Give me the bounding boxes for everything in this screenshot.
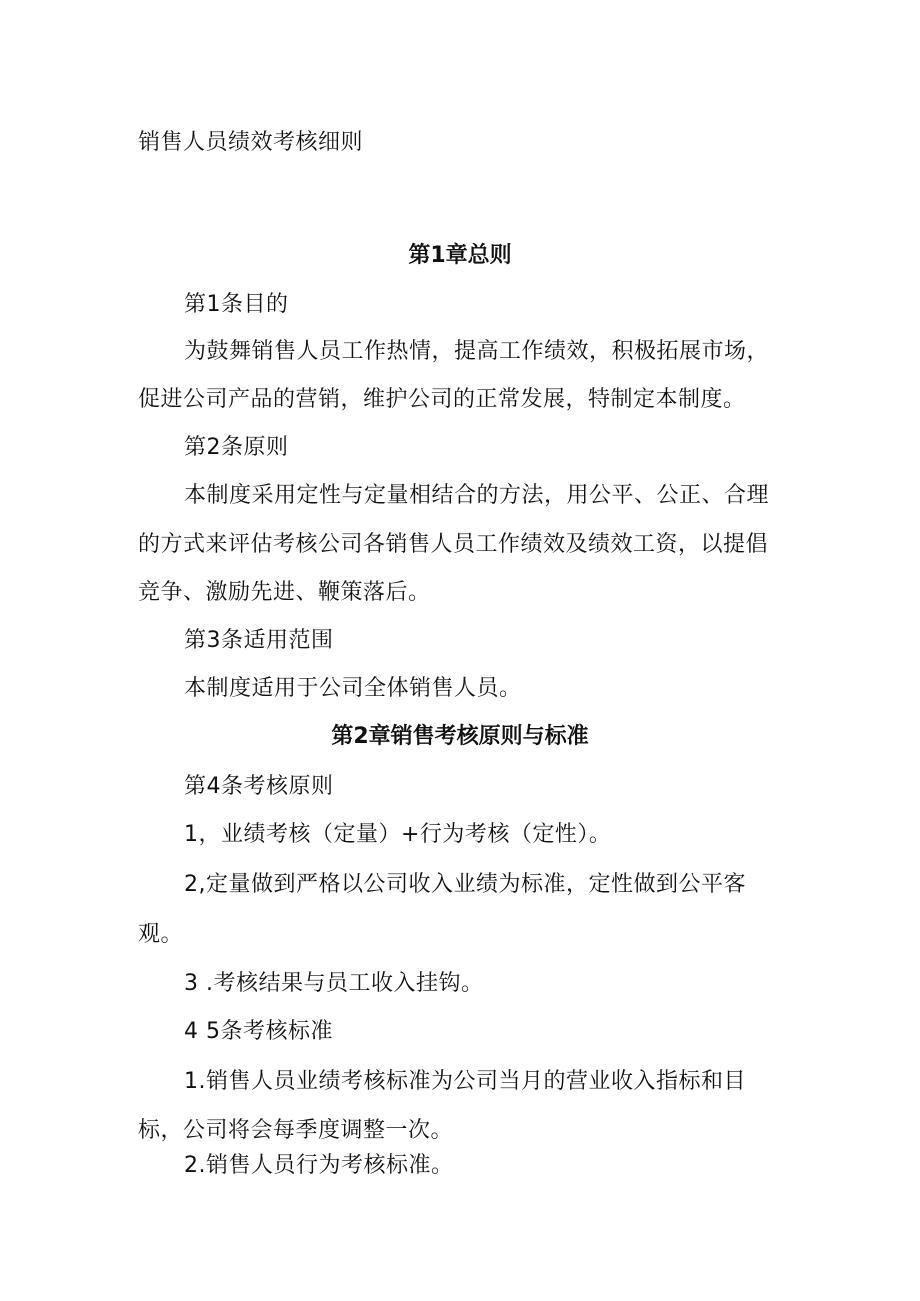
article-1-text-line: 为鼓舞销售人员工作热情，提高工作绩效，积极拓展市场， [184,339,770,364]
article-5-item: 1.销售人员业绩考核标准为公司当月的营业收入指标和目 [184,1069,746,1094]
article-2-text-line: 本制度采用定性与定量相结合的方法，用公平、公正、合理 [184,483,770,508]
article-1-text-line: 促进公司产品的营销，维护公司的正常发展，特制定本制度。 [138,387,746,412]
document-title: 销售人员绩效考核细则 [138,130,364,155]
article-3-heading: 第3条适用范围 [184,628,334,653]
article-5-heading: 4 5条考核标准 [184,1019,333,1044]
article-4-item: 1，业绩考核（定量）+行为考核（定性）。 [184,822,612,847]
article-4-item: 2,定量做到严格以公司收入业绩为标准，定性做到公平客 [184,872,746,897]
article-1-heading: 第1条目的 [184,292,289,317]
article-2-heading: 第2条原则 [184,435,289,460]
article-2-text-line: 竞争、激励先进、鞭策落后。 [138,580,431,605]
article-4-item: 观。 [138,922,184,947]
article-5-item: 2.销售人员行为考核标准。 [184,1153,454,1178]
article-3-text-line: 本制度适用于公司全体销售人员。 [184,676,522,701]
article-4-item: 3 .考核结果与员工收入挂钩。 [184,971,484,996]
article-2-text-line: 的方式来评估考核公司各销售人员工作绩效及绩效工资，以提倡 [138,532,769,557]
article-4-heading: 第4条考核原则 [184,774,334,799]
chapter-1-heading: 第1章总则 [408,243,512,268]
article-5-item: 标，公司将会每季度调整一次。 [138,1118,454,1143]
chapter-2-heading: 第2章销售考核原则与标准 [331,724,589,749]
